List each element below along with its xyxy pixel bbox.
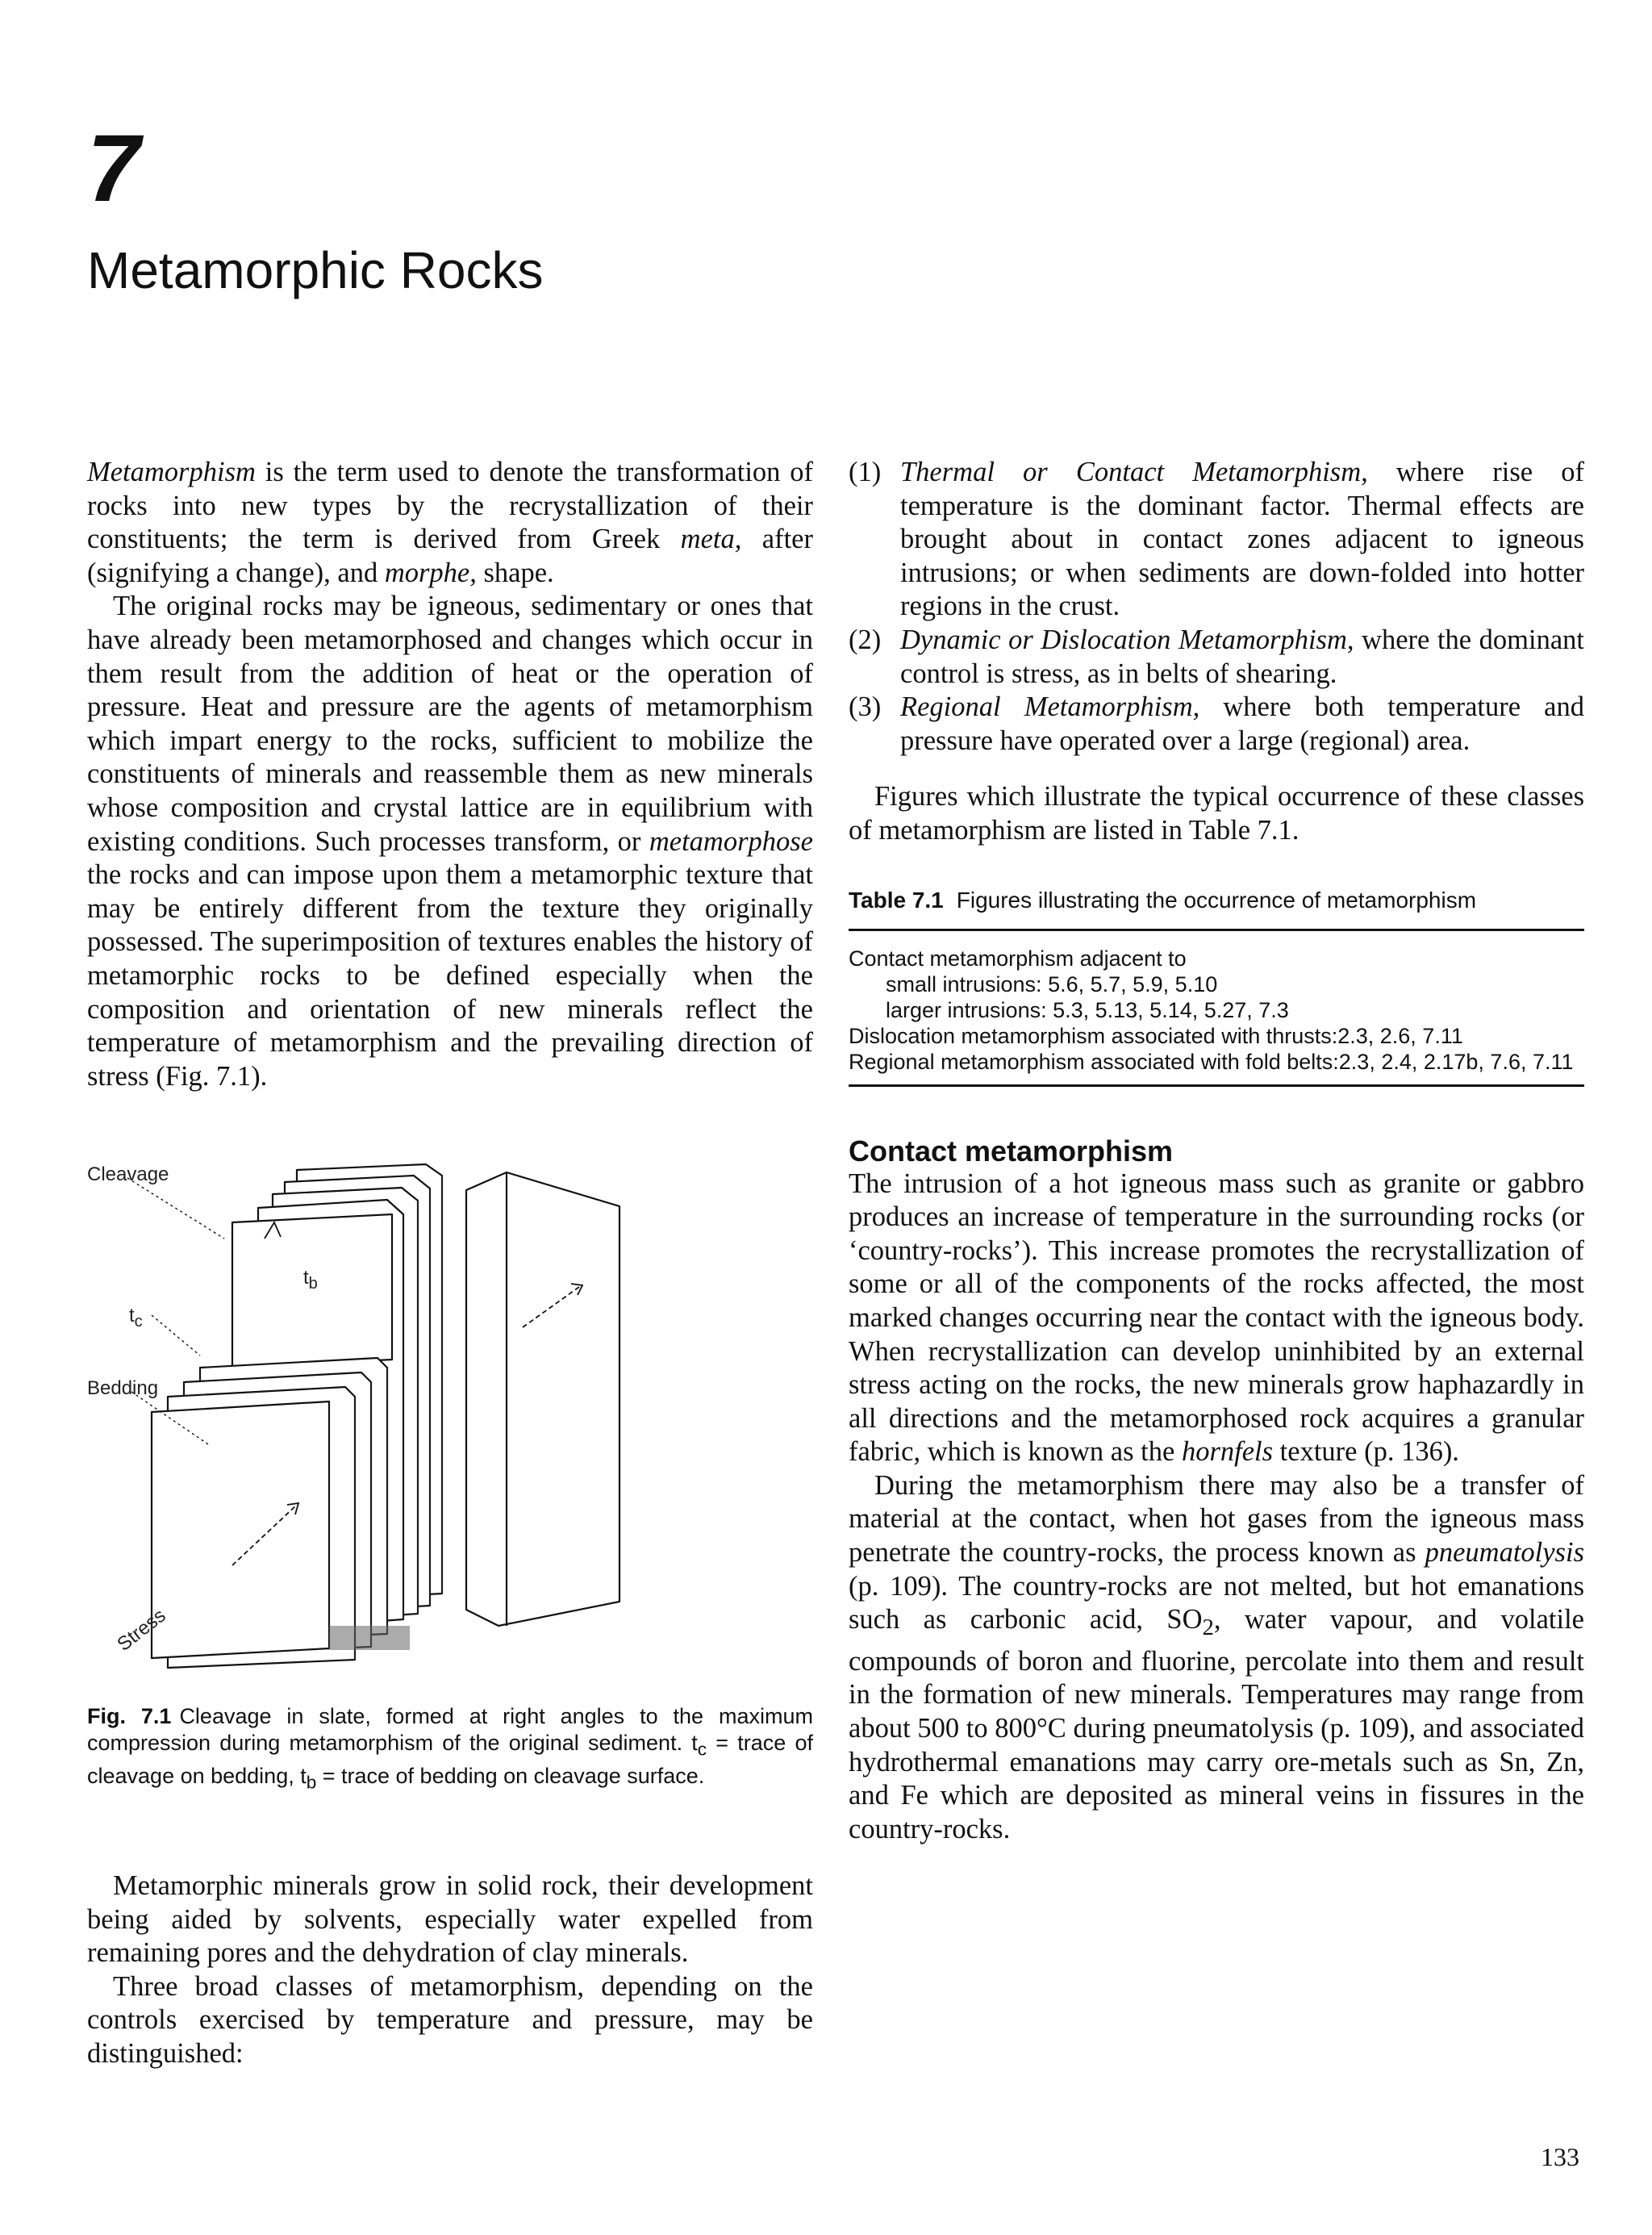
table-row: small intrusions: 5.6, 5.7, 5.9, 5.10 <box>886 971 1218 996</box>
table-row: Regional metamorphism associated with fold belts:2.3, 2.4, 2.17b, 7.6, 7.11 <box>849 1049 1574 1074</box>
term-metamorphose: metamorphose <box>649 825 813 857</box>
label-tc-sub: c <box>134 1313 143 1331</box>
page-number: 133 <box>1541 2142 1579 2171</box>
table-row: larger intrusions: 5.3, 5.13, 5.14, 5.27, 7.3 <box>886 997 1289 1022</box>
term-meta: meta, <box>680 524 742 555</box>
right-column <box>849 456 1584 1846</box>
subscript: 2 <box>1202 1615 1214 1641</box>
text-span: (p. 109). The country-rocks are not melted, but hot emanations such as carbonic acid, SO <box>849 1570 1584 1636</box>
caption-text: = trace of cleavage on bedding, t <box>87 1731 813 1788</box>
text-span: is the term used to denote the transformation of rocks into new types by the recrystallization of their constituents; the term is derived from Greek <box>87 457 813 555</box>
caption-text: Cleavage in slate, formed at right angles to the maximum compression during metamorphism of the original sediment. t <box>87 1704 813 1756</box>
chapter-number: 7 <box>87 115 137 222</box>
list-number: (2) <box>849 624 882 655</box>
table-title-text: Figures illustrating the occurrence of metamorphism <box>956 887 1477 913</box>
text-span: the rocks and can impose upon them a metamorphic texture that may be entirely different from the texture they originally possessed. The superimposition of textures enables the history of metamorphic rocks to be defined especially when the composition and orientation of new minerals reflect the temperature of metamorphism and the prevailing direction of stress (Fig. 7.1). <box>87 859 813 1092</box>
table-label: Table 7.1 <box>849 887 944 913</box>
body-paragraph <box>849 1168 1584 1469</box>
figure-7-1 <box>87 1126 813 1690</box>
body-paragraph: Figures which illustrate the typical occurrence of these classes of metamorphism are listed in Table 7.1. <box>849 781 1584 846</box>
text-span: The original rocks may be igneous, sedimentary or ones that have already been metamorphosed and changes which occur in them result from the addition of heat or the operation of pressure. Heat and pressure are the agents of metamorphism which impart energy to the rocks, sufficient to mobilize the constituents of minerals and reassemble them as new minerals whose composition and crystal lattice are in equilibrium with existing conditions. Such processes transform, or <box>87 591 813 857</box>
label-tc <box>129 1299 143 1339</box>
term-metamorphism: Metamorphism <box>87 457 256 487</box>
chapter-title: Metamorphic Rocks <box>87 241 544 299</box>
label-bedding: Bedding <box>87 1377 159 1400</box>
body-paragraph <box>87 590 813 1093</box>
table-row: Contact metamorphism adjacent to <box>849 946 1187 971</box>
list-term: Regional Metamorphism, <box>900 691 1200 723</box>
list-body <box>900 456 1584 624</box>
list-item <box>849 691 1584 758</box>
list-text: where rise of temperature is the dominant factor. Thermal effects are brought about in contact zones adjacent to igneous intrusions; or when sediments are down-folded into hotter regions in the crust. <box>900 457 1584 622</box>
label-tb-sub: b <box>308 1275 318 1293</box>
list-term: Dynamic or Dislocation Metamorphism, <box>900 624 1354 655</box>
list-text: where both temperature and pressure have operated over a large (regional) area. <box>900 691 1584 756</box>
label-cleavage: Cleavage <box>87 1163 169 1186</box>
list-term: Thermal or Contact Metamorphism, <box>900 457 1368 487</box>
list-body <box>900 691 1584 758</box>
term-morphe: morphe, <box>384 557 477 588</box>
list-number: (1) <box>849 457 882 487</box>
list-item <box>849 456 1584 624</box>
table-7-1 <box>849 929 1584 1087</box>
caption-sub: c <box>697 1739 707 1760</box>
text-span: after (signifying a change), and <box>87 524 813 588</box>
label-stress: Stress <box>113 1604 170 1656</box>
table-title <box>849 887 1584 914</box>
metamorphism-classes-list <box>849 456 1584 758</box>
label-tb <box>303 1261 318 1301</box>
label-tc-letter: t <box>129 1305 135 1327</box>
figure-caption <box>87 1703 813 1795</box>
label-tb-letter: t <box>303 1267 309 1289</box>
text-span: During the metamorphism there may also be a transfer of material at the contact, when hot gases from the igneous mass penetrate the country-rocks, the process known as <box>849 1469 1584 1569</box>
term-hornfels: hornfels <box>1181 1436 1274 1468</box>
list-number: (3) <box>849 691 882 723</box>
text-span: The intrusion of a hot igneous mass such as granite or gabbro produces an increase of temperature in the surrounding rocks (or ‘country-rocks’). This increase promotes the recrystallization of some or all of the components of the rocks affected, the most marked changes occurring near the contact with the igneous body. When recrystallization can develop uninhibited by an external stress acting on the rocks, the new minerals grow haphazardly in all directions and the metamorphosed rock acquires a granular fabric, which is known as the <box>849 1168 1584 1468</box>
text-span: texture (p. 136). <box>1273 1436 1459 1468</box>
caption-text: = trace of bedding on cleavage surface. <box>316 1763 705 1788</box>
list-item <box>849 624 1584 691</box>
table-row: Dislocation metamorphism associated with thrusts:2.3, 2.6, 7.11 <box>849 1023 1463 1048</box>
term-pneumatolysis: pneumatolysis <box>1425 1537 1584 1569</box>
body-paragraph: Metamorphic minerals grow in solid rock, their development being aided by solvents, especially water expelled from remaining pores and the dehydration of clay minerals. <box>87 1870 813 1969</box>
body-paragraph: Three broad classes of metamorphism, depending on the controls exercised by temperature and pressure, may be distinguished: <box>87 1970 813 2070</box>
caption-sub: b <box>306 1772 317 1793</box>
list-text: where the dominant control is stress, as in belts of shearing. <box>900 624 1584 689</box>
text-span: shape. <box>476 557 554 588</box>
list-body <box>900 624 1584 691</box>
text-span: , water vapour, and volatile compounds of boron and fluorine, percolate into them and result in the formation of new minerals. Temperatures may range from about 500 to 800°C during pneumatolysis (p. 109), and associated hydrothermal emanations may carry ore-metals such as Sn, Zn, and Fe which are deposited as mineral veins in fissures in the country-rocks. <box>849 1604 1584 1844</box>
section-heading: Contact metamorphism <box>849 1134 1174 1168</box>
caption-label: Fig. 7.1 <box>87 1704 172 1729</box>
left-column <box>87 456 813 2071</box>
slate-cleavage-diagram <box>87 1126 813 1690</box>
intro-paragraph <box>87 456 813 590</box>
body-paragraph <box>849 1469 1584 1846</box>
